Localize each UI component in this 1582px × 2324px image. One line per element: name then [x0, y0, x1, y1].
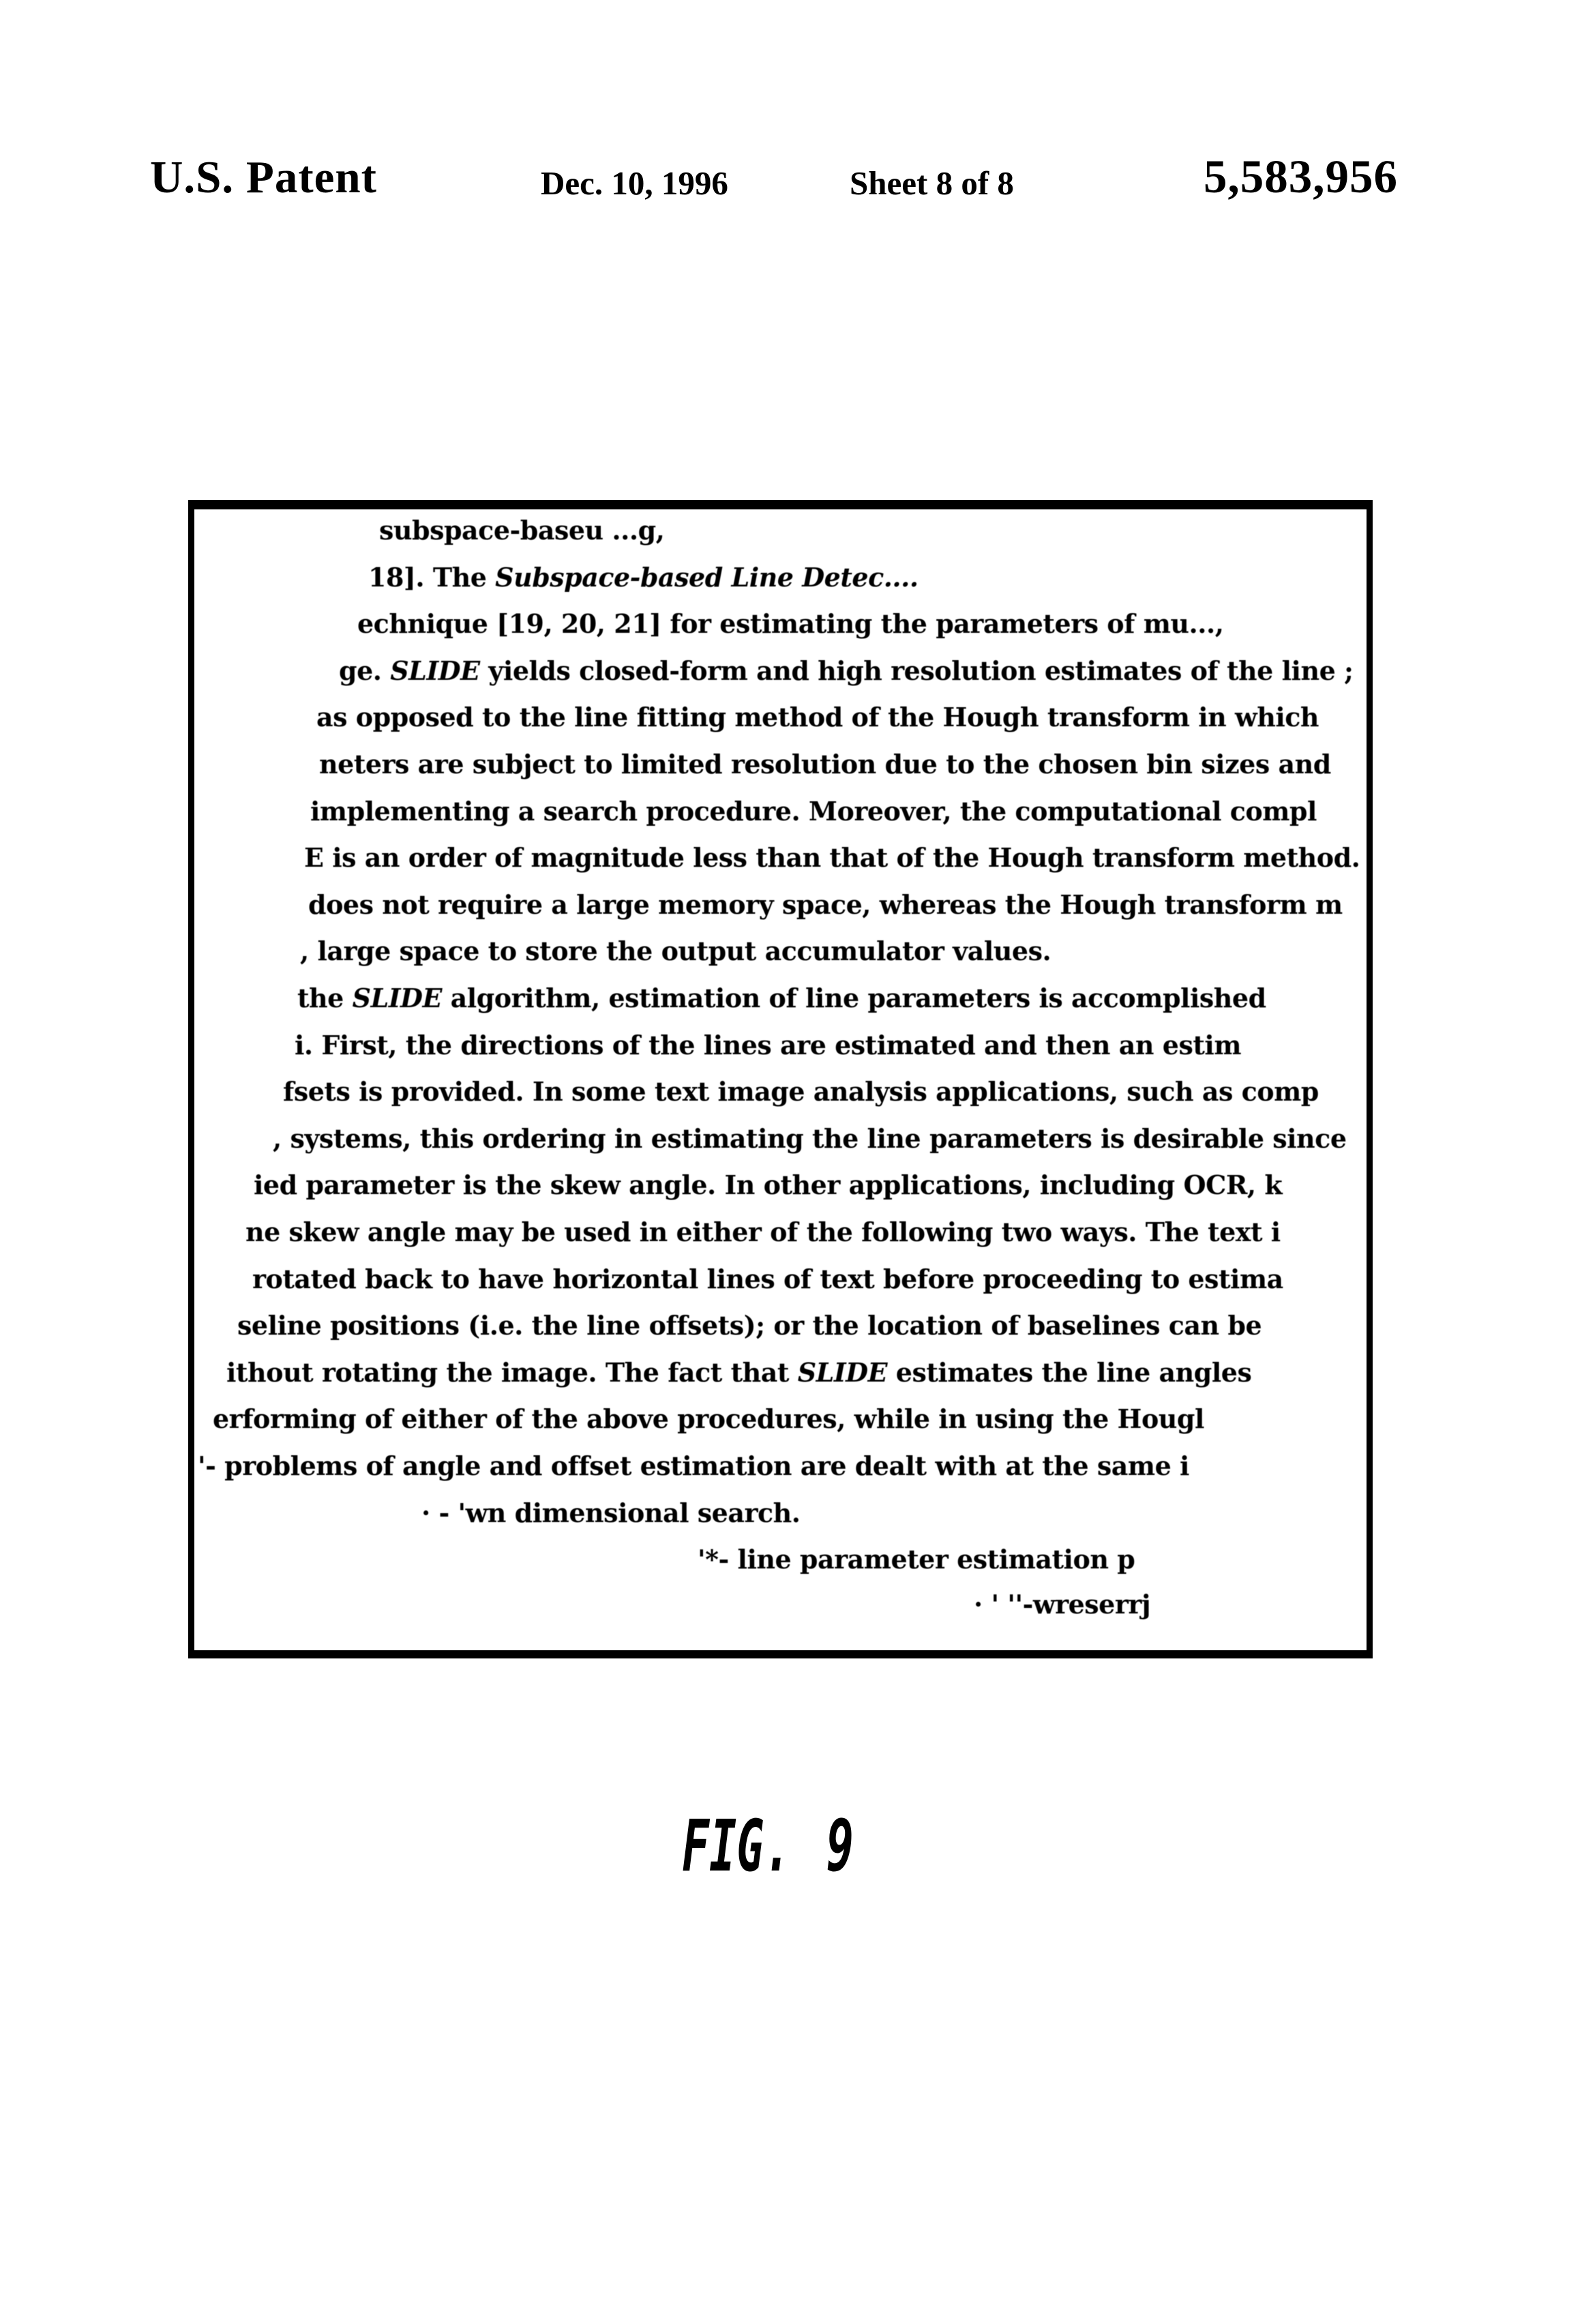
scan-line-segment: yields closed-form and high resolution estimates of the line ;: [479, 655, 1354, 686]
scan-line-italic-segment: SLIDE: [352, 983, 442, 1013]
scan-line: [198, 1451, 1189, 1481]
scan-line-segment: the: [297, 983, 353, 1013]
scan-line-segment: · - 'wn dimensional search.: [421, 1498, 801, 1528]
scan-line-segment: , large space to store the output accumulator values.: [300, 936, 1051, 966]
scan-line-segment: ithout rotating the image. The fact that: [226, 1357, 798, 1388]
scan-line-segment: as opposed to the line fitting method of the Hough transform in which: [316, 702, 1319, 732]
scan-line: [226, 1358, 1251, 1388]
scan-line-segment: · ' ''-wreserrj: [974, 1589, 1151, 1620]
scan-line-segment: '*- line parameter estimation p: [698, 1544, 1135, 1575]
scan-line: [319, 749, 1331, 779]
scan-line-segment: E is an order of magnitude less than that of the Hough transform method.: [304, 842, 1360, 873]
scan-line-segment: rotated back to have horizontal lines of text before proceeding to estima: [252, 1264, 1283, 1294]
scan-line: [252, 1264, 1283, 1294]
scan-line: [304, 843, 1360, 873]
scan-line-segment: fsets is provided. In some text image analysis applications, such as comp: [283, 1076, 1319, 1107]
scan-line: [308, 890, 1343, 920]
scan-line: [254, 1170, 1282, 1200]
scan-line: [316, 702, 1319, 732]
scan-line-italic-segment: SLIDE: [390, 655, 480, 686]
scan-line-segment: does not require a large memory space, whereas the Hough transform m: [308, 889, 1343, 920]
scan-line-segment: algorithm, estimation of line parameters is accomplished: [441, 983, 1266, 1013]
scan-line: [357, 609, 1223, 639]
scan-line: [295, 1030, 1241, 1060]
scan-line: [698, 1545, 1135, 1575]
scan-line-segment: ge.: [339, 655, 391, 686]
scan-line: [300, 936, 1051, 966]
scan-line-segment: i. First, the directions of the lines are estimated and then an estim: [295, 1030, 1242, 1060]
figure-caption: FIG. 9: [682, 1804, 854, 1888]
patent-header-title: U.S. Patent: [150, 152, 377, 203]
scan-line: [245, 1217, 1281, 1247]
scan-line-segment: ne skew angle may be used in either of the following two ways. The text i: [245, 1217, 1281, 1247]
scan-line-segment: implementing a search procedure. Moreover, the computational compl: [310, 796, 1317, 826]
scan-line-segment: echnique [19, 20, 21] for estimating the parameters of mu...,: [357, 608, 1224, 639]
scan-line-italic-segment: Subspace-based Line Detec....: [495, 562, 919, 593]
scan-line-segment: , systems, this ordering in estimating the line parameters is desirable since: [273, 1123, 1347, 1154]
scan-line: [339, 656, 1354, 686]
scan-line: [379, 516, 664, 546]
patent-header-sheet: Sheet 8 of 8: [850, 164, 1014, 202]
scan-line: [237, 1311, 1262, 1341]
scan-line-segment: estimates the line angles: [887, 1357, 1252, 1388]
scan-line: [310, 796, 1317, 826]
scan-line-segment: erforming of either of the above procedures, while in using the Hougl: [213, 1403, 1204, 1434]
scan-line-italic-segment: SLIDE: [797, 1357, 888, 1388]
patent-header-date: Dec. 10, 1996: [541, 164, 728, 202]
scan-line: [421, 1498, 800, 1528]
scan-line-segment: subspace-baseu ...g,: [379, 515, 665, 546]
scan-line: [213, 1404, 1204, 1434]
scan-line: [297, 983, 1266, 1013]
scan-line-segment: 18]. The: [368, 562, 496, 593]
scan-line: [368, 563, 919, 593]
scan-line-segment: ied parameter is the skew angle. In other applications, including OCR, k: [254, 1170, 1283, 1200]
patent-header-number: 5,583,956: [1204, 151, 1398, 203]
scan-line-segment: '- problems of angle and offset estimation are dealt with at the same i: [198, 1450, 1189, 1481]
scan-line-segment: neters are subject to limited resolution due to the chosen bin sizes and: [319, 749, 1331, 779]
scan-line: [974, 1590, 1150, 1620]
scan-line: [283, 1077, 1319, 1107]
scan-line: [273, 1124, 1347, 1154]
scan-line-segment: seline positions (i.e. the line offsets); or the location of baselines can be: [237, 1310, 1262, 1341]
